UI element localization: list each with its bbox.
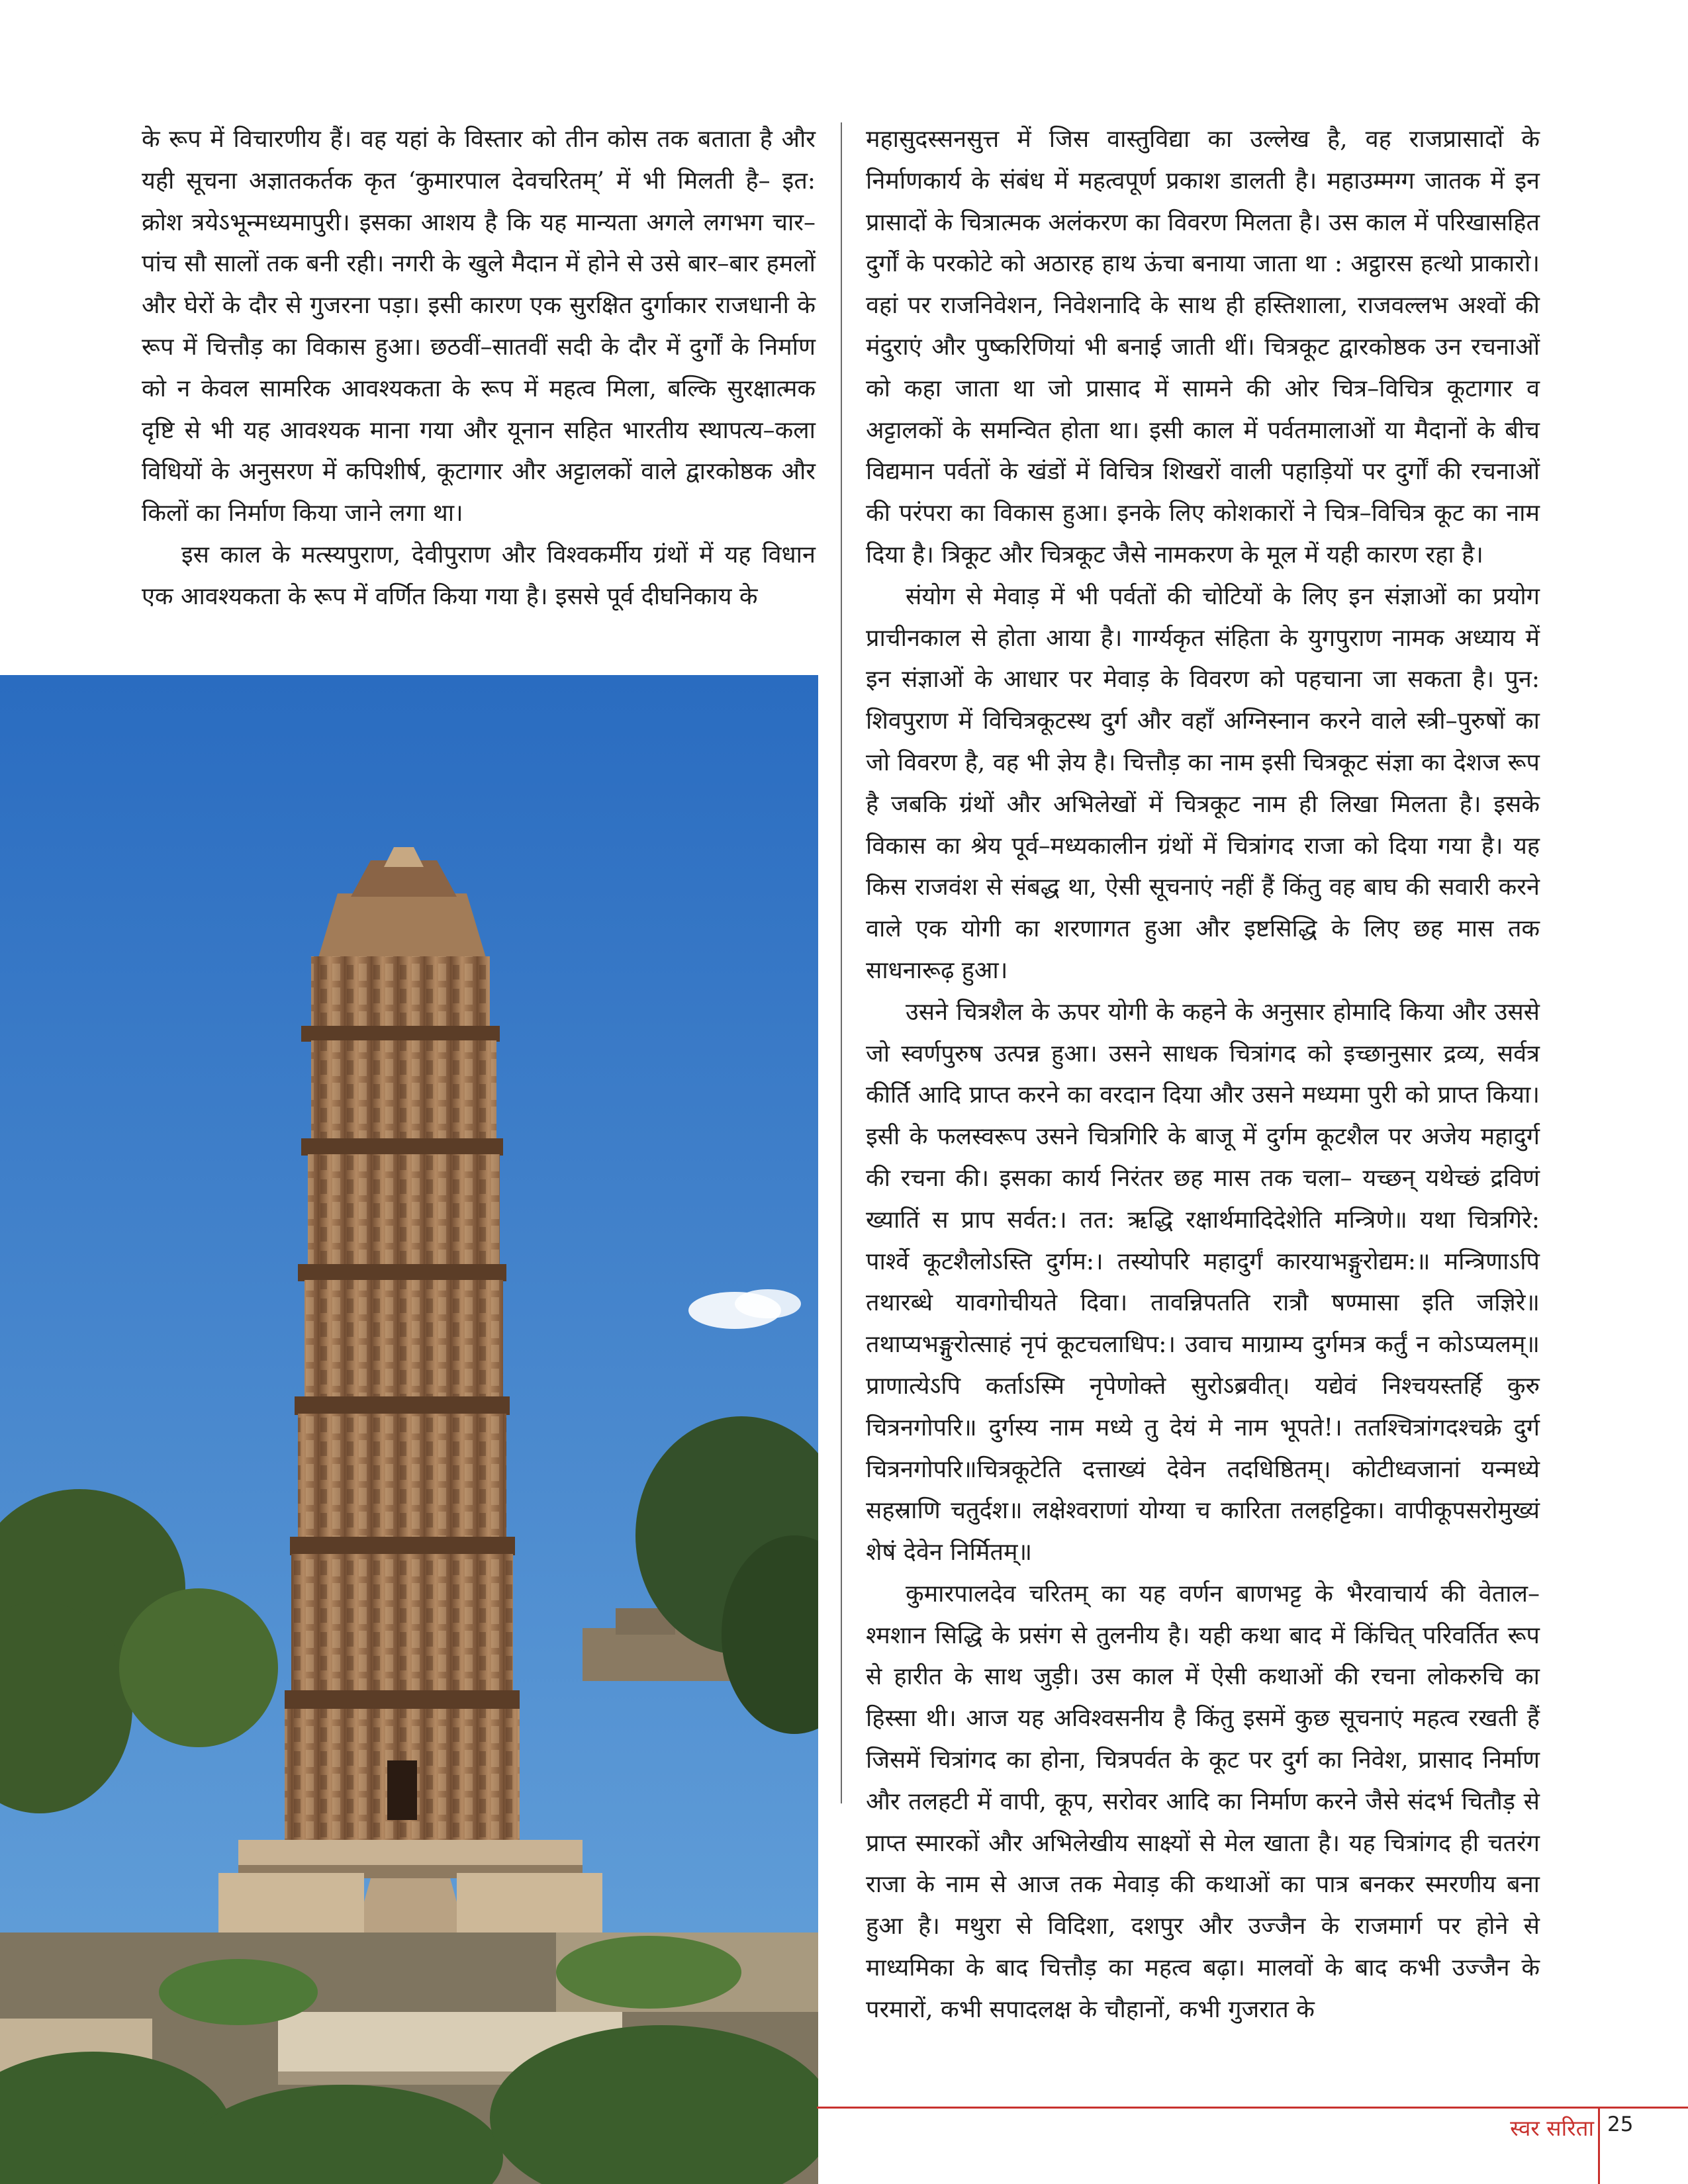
victory-tower: [285, 847, 520, 1841]
body-paragraph: कुमारपालदेव चरितम् का यह वर्णन बाणभट्ट के भैरवाचार्य की वेताल–श्मशान सिद्धि के प्रसंग से तुलनीय है। यही कथा बाद में किंचित् परिवर्तित रूप से हारीत के साथ जुड़ी। उस काल में ऐसी कथाओं की रचना लोकरुचि का हिस्सा थी। आज यह अविश्वसनीय है किंतु इसमें कुछ सूचनाएं महत्व रखती हैं जिसमें चित्रांगद का होना, चित्रपर्वत के कूट पर दुर्ग का निवेश, प्रासाद निर्माण और तलहटी में वापी, कूप, सरोवर आदि का निर्माण करने जैसे संदर्भ चितौड़ से प्राप्त स्मारकों और अभिलेखीय साक्ष्यों से मेल खाता है। यह चित्रांगद ही चतरंग राजा के नाम से आज तक मेवाड़ की कथाओं का पात्र बनकर स्मरणीय बना हुआ है। मथुरा से विदिशा, दशपुर और उज्जैन के राजमार्ग पर होने से माध्यमिका के बाद चित्तौड़ का महत्व बढ़ा। मालवों के बाद कभी उज्जैन के परमारों, कभी सपादलक्ष के चौहानों, कभी गुजरात के: [866, 1580, 1540, 2023]
right-text-column: [866, 119, 1540, 2031]
body-paragraph: इस काल के मत्स्यपुराण, देवीपुराण और विश्वकर्मीय ग्रंथों में यह विधान एक आवश्यकता के रूप में वर्णित किया गया है। इससे पूर्व दीघनिकाय के: [142, 541, 816, 610]
plinth: [238, 1840, 583, 1866]
tower-photograph: [0, 675, 818, 2184]
page-number: 25: [1607, 2113, 1634, 2136]
left-text-column: [142, 119, 816, 618]
magazine-name: स्वर सरिता: [1510, 2115, 1594, 2141]
column-divider: [841, 122, 842, 1803]
body-paragraph: उसने चित्रशैल के ऊपर योगी के कहने के अनुसार होमादि किया और उससे जो स्वर्णपुरुष उत्पन्न हुआ। उसने साधक चित्रांगद को इच्छानुसार द्रव्य, सर्वत्र कीर्ति आदि प्राप्त करने का वरदान दिया और उसने मध्यमा पुरी को प्राप्त किया। इसी के फलस्वरूप उसने चित्रगिरि के बाजू में दुर्गम कूटशैल पर अजेय महादुर्ग की रचना की। इसका कार्य निरंतर छह मास तक चला– यच्छन् यथेच्छं द्रविणं ख्यातिं स प्राप सर्वत:। तत: ऋद्धि रक्षार्थमादिदेशेति मन्त्रिणे॥ यथा चित्रगिरे: पार्श्वे कूटशैलोऽस्ति दुर्गम:। तस्योपरि महादुर्गं कारयाभङ्गुरोद्यम:॥ मन्त्रिणाऽपि तथारब्धे यावगोचीयते दिवा। तावन्निपतति रात्रौ षण्मासा इति जज्ञिरे॥ तथाप्यभङ्गुरोत्साहं नृपं कूटचलाधिप:। उवाच माग्राम्य दुर्गमत्र कर्तुं न कोऽप्यलम्॥ प्राणात्येऽपि कर्ताऽस्मि नृपेणोक्ते सुरोऽब्रवीत्। यद्येवं निश्चयस्तर्हि कुरु चित्रनगोपरि॥ दुर्गस्य नाम मध्ये तु देयं मे नाम भूपते!। ततश्चित्रांगदश्चक्रे दुर्ग चित्रनगोपरि॥चित्रकूटेति दत्ताख्यं देवेन तदधिष्ठितम्। कोटीध्वजानां यन्मध्ये सहस्राणि चतुर्दश॥ लक्षेश्वराणां योग्या च कारिता तलहट्टिका। वापीकूपसरोमुख्यं शेषं देवेन निर्मितम्॥: [866, 998, 1540, 1567]
body-paragraph: संयोग से मेवाड़ में भी पर्वतों की चोटियों के लिए इन संज्ञाओं का प्रयोग प्राचीनकाल से होता आया है। गार्ग्यकृत संहिता के युगपुराण नामक अध्याय में इन संज्ञाओं के आधार पर मेवाड़ के विवरण को पहचाना जा सकता है। पुन: शिवपुराण में विचित्रकूटस्थ दुर्ग और वहाँ अग्निस्नान करने वाले स्त्री–पुरुषों का जो विवरण है, वह भी ज्ञेय है। चित्तौड़ का नाम इसी चित्रकूट संज्ञा का देशज रूप है जबकि ग्रंथों और अभिलेखों में चित्रकूट नाम ही लिखा मिलता है। इसके विकास का श्रेय पूर्व–मध्यकालीन ग्रंथों में चित्रांगद राजा को दिया गया है। यह किस राजवंश से संबद्ध था, ऐसी सूचनाएं नहीं हैं किंतु वह बाघ की सवारी करने वाले एक योगी का शरणागत हुआ और इष्टसिद्धि के लिए छह मास तक साधनारूढ़ हुआ।: [866, 582, 1540, 984]
footer-separator: [1598, 2107, 1600, 2184]
tower-door: [387, 1760, 417, 1820]
body-paragraph: महासुदस्सनसुत्त में जिस वास्तुविद्या का उल्लेख है, वह राजप्रासादों के निर्माणकार्य के संबंध में महत्वपूर्ण प्रकाश डालती है। महाउम्मग्ग जातक में इन प्रासादों के चित्रात्मक अलंकरण का विवरण मिलता है। उस काल में परिखासहित दुर्गों के परकोटे को अठारह हाथ ऊंचा बनाया जाता था : अट्ठारस हत्थो प्राकारो। वहां पर राजनिवेशन, निवेशनादि के साथ ही हस्तिशाला, राजवल्लभ अश्वों की मंदुराएं और पुष्करिणियां भी बनाई जाती थीं। चित्रकूट द्वारकोष्ठक उन रचनाओं को कहा जाता था जो प्रासाद में सामने की ओर चित्र–विचित्र कूटागार व अट्टालकों के समन्वित होता था। इसी काल में पर्वतमालाओं या मैदानों के बीच विद्यमान पर्वतों के खंडों में विचित्र शिखरों वाली पहाड़ियों पर दुर्गों की रचनाओं की परंपरा का विकास हुआ। इनके लिए कोशकारों ने चित्र–विचित्र कूट का नाम दिया है। त्रिकूट और चित्रकूट जैसे नामकरण के मूल में यही कारण रहा है।: [866, 126, 1540, 569]
body-paragraph: के रूप में विचारणीय हैं। वह यहां के विस्तार को तीन कोस तक बताता है और यही सूचना अज्ञातकर्तक कृत ‘कुमारपाल देवचरितम्’ में भी मिलती है– इत: क्रोश त्रयेऽभून्मध्यमापुरी। इसका आशय है कि यह मान्यता अगले लगभग चार–पांच सौ सालों तक बनी रही। नगरी के खुले मैदान में होने से उसे बार–बार हमलों और घेरों के दौर से गुजरना पड़ा। इसी कारण एक सुरक्षित दुर्गाकार राजधानी के रूप में चित्तौड़ का विकास हुआ। छठवीं–सातवीं सदी के दौर में दुर्गों के निर्माण को न केवल सामरिक आवश्यकता के रूप में महत्व मिला, बल्कि सुरक्षात्मक दृष्टि से भी यह आवश्यक माना गया और यूनान सहित भारतीय स्थापत्य–कला विधियों के अनुसरण में कपिशीर्ष, कूटागार और अट्टालकों वाले द्वारकोष्ठक और किलों का निर्माण किया जाने लगा था।: [142, 126, 816, 527]
footer-rule: [817, 2107, 1688, 2109]
